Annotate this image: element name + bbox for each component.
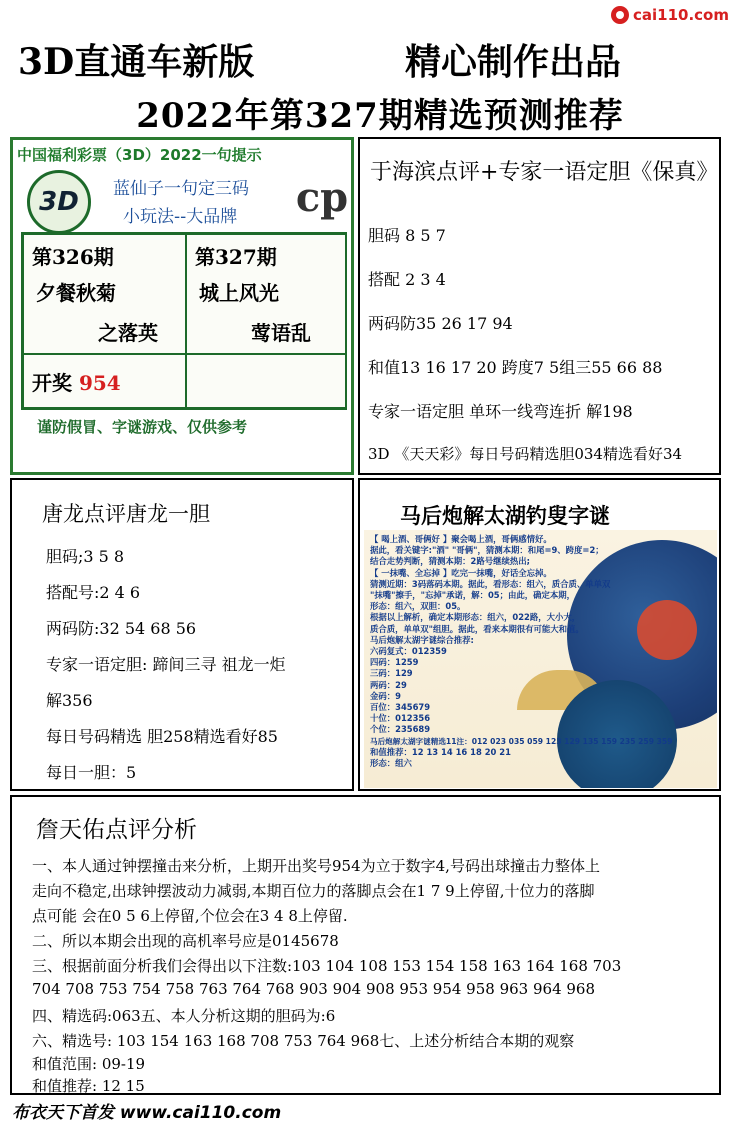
riddle-line: 金码：9 (370, 690, 401, 701)
zhan-line: 和值范围: 09-19 (32, 1055, 146, 1073)
riddle-line: 猜测近期：3码落码本期。据此，看形态：组六，质合质、单单双 (370, 578, 611, 589)
zhan-line: 704 708 753 754 758 763 764 768 903 904 908 953 954 958 963 964 968 (32, 980, 596, 998)
zhan-line: 一、本人通过钟摆撞击来分析，上期开出奖号954为立于数字4,号码出球撞击力整体上 (32, 857, 600, 875)
tang-line: 胆码;3 5 8 (46, 547, 125, 566)
riddle-line: 据此，看关键字:"酒" "哥俩"，猜测本期：和尾=9、跨度=2； (370, 545, 604, 556)
riddle-line: 形态：组六 (370, 758, 412, 769)
site-logo[interactable] (607, 0, 735, 30)
prev-riddle-line-1: 夕餐秋菊 (36, 281, 116, 305)
tang-line: 搭配号:2 4 6 (46, 583, 141, 602)
riddle-line: 形态：组六，双胆：05。 (370, 601, 466, 612)
mahoupao-panel-title: 马后炮解太湖钓叟字谜 (400, 503, 610, 528)
zhan-panel-title: 詹天佑点评分析 (36, 817, 197, 843)
tang-long-panel (10, 478, 354, 791)
page-title-right: 精心制作出品 (405, 41, 622, 83)
draw-result-cell (23, 354, 186, 408)
riddle-line: 【 喝上酒、哥俩好 】聚会喝上酒，哥俩感情好。 (370, 534, 552, 544)
zhan-line: 四、精选码:063五、本人分析这期的胆码为:6 (32, 1007, 336, 1025)
zhan-line: 和值推荐: 12 15 (32, 1077, 145, 1095)
yu-line: 和值13 16 17 20 跨度7 5组三55 66 88 (368, 358, 663, 377)
tang-line: 每日一胆：5 (46, 763, 137, 782)
logo-dot-icon (611, 6, 629, 24)
riddle-line: 十位：012356 (370, 713, 431, 724)
mahoupao-panel (358, 478, 721, 791)
tang-line: 两码防:32 54 68 56 (46, 619, 197, 638)
footer-watermark[interactable]: 布衣天下首发 www.cai110.com (12, 1103, 282, 1122)
3d-logo-icon: 3D (27, 170, 91, 234)
prev-period-label: 第326期 (32, 245, 114, 269)
riddle-line: 和值推荐：12 13 14 16 18 20 21 (370, 746, 511, 757)
ticket-header: 中国福利彩票（3D）2022一句提示 (17, 146, 262, 164)
yu-line: 两码防35 26 17 94 (368, 314, 513, 333)
riddle-line: 【 一抹嘴、全忘掉 】吃完一抹嘴，好话全忘掉。 (370, 567, 552, 578)
zhan-line: 六、精选号: 103 154 163 168 708 753 764 968七、上述分析结合本期的观察 (32, 1032, 575, 1050)
lottery-ticket-panel (10, 137, 354, 475)
draw-result (32, 367, 121, 396)
yu-line: 胆码 8 5 7 (368, 226, 446, 245)
welfare-lottery-logo-icon: cp (295, 173, 349, 221)
ticket-footer: 谨防假冒、字谜游戏、仅供参考 (37, 418, 248, 436)
yu-haibin-panel (358, 137, 721, 475)
logo-text: cai110.com (633, 6, 729, 24)
tang-line: 每日号码精选 胆258精选看好85 (46, 727, 278, 746)
next-riddle-line-2: 莺语乱 (251, 321, 311, 345)
tang-line: 解356 (46, 691, 93, 710)
riddle-line: "抹嘴"擦手，"忘掉"承诺，解：05；由此，确定本期， (370, 590, 575, 601)
prev-period-cell (23, 234, 186, 354)
riddle-line: 马后炮解太湖字谜综合推荐: (370, 634, 474, 645)
zhan-line: 点可能 会在0 5 6上停留,个位会在3 4 8上停留. (32, 907, 348, 925)
ticket-slogan-1: 蓝仙子一句定三码 (113, 179, 249, 199)
riddle-line: 马后炮解太湖字谜精选11注：012 023 035 059 123 129 135 159 235 259 359 (370, 736, 673, 746)
yu-panel-title: 于海滨点评+专家一语定胆《保真》 (370, 160, 719, 185)
ticket-slogan-2: 小玩法--大品牌 (123, 207, 238, 227)
riddle-line: 质合质，单单双"组胆。据此，看来本期很有可能大和值。 (370, 623, 584, 634)
yu-line: 3D 《天天彩》每日号码精选胆034精选看好34 (368, 445, 683, 463)
riddle-analysis-image (364, 530, 717, 788)
page-subtitle: 2022年第327期精选预测推荐 (136, 96, 624, 136)
riddle-line: 根据以上解析，确定本期形态：组六，022路，大小大， (370, 612, 581, 623)
tang-line: 专家一语定胆: 蹄间三寻 祖龙一炬 (46, 655, 286, 674)
riddle-line: 个位：235689 (370, 724, 431, 735)
riddle-line: 六码复式：012359 (370, 646, 447, 657)
draw-label: 开奖 (32, 371, 72, 395)
riddle-line: 两码：29 (370, 679, 407, 690)
draw-number: 954 (78, 371, 121, 395)
prev-riddle-line-2: 之落英 (98, 321, 158, 345)
tang-panel-title: 唐龙点评唐龙一胆 (42, 502, 210, 526)
riddle-line: 百位：345679 (370, 702, 431, 713)
riddle-line: 四码：1259 (370, 657, 419, 668)
empty-cell (186, 354, 347, 408)
yu-line: 搭配 2 3 4 (368, 270, 446, 289)
next-period-cell (186, 234, 347, 354)
zhan-line: 走向不稳定,出球钟摆波动力减弱,本期百位力的落脚点会在1 7 9上停留,十位力的落脚 (32, 882, 595, 900)
riddle-line: 三码：129 (370, 668, 413, 679)
riddle-line: 结合走势判断，猜测本期：2路号继续热出; (370, 556, 530, 567)
zhan-tianyou-panel (10, 795, 721, 1095)
yu-line: 专家一语定胆 单环一线弯连折 解198 (368, 402, 633, 421)
zhan-line: 三、根据前面分析我们会得出以下注数:103 104 108 153 154 158 163 164 168 703 (32, 957, 622, 975)
next-period-label: 第327期 (195, 245, 277, 269)
ticket-grid (21, 232, 347, 410)
riddle-analysis-text (370, 534, 715, 769)
page-title-left: 3D直通车新版 (18, 41, 255, 83)
next-riddle-line-1: 城上风光 (199, 281, 279, 305)
zhan-line: 二、所以本期会出现的高机率号应是0145678 (32, 932, 339, 950)
